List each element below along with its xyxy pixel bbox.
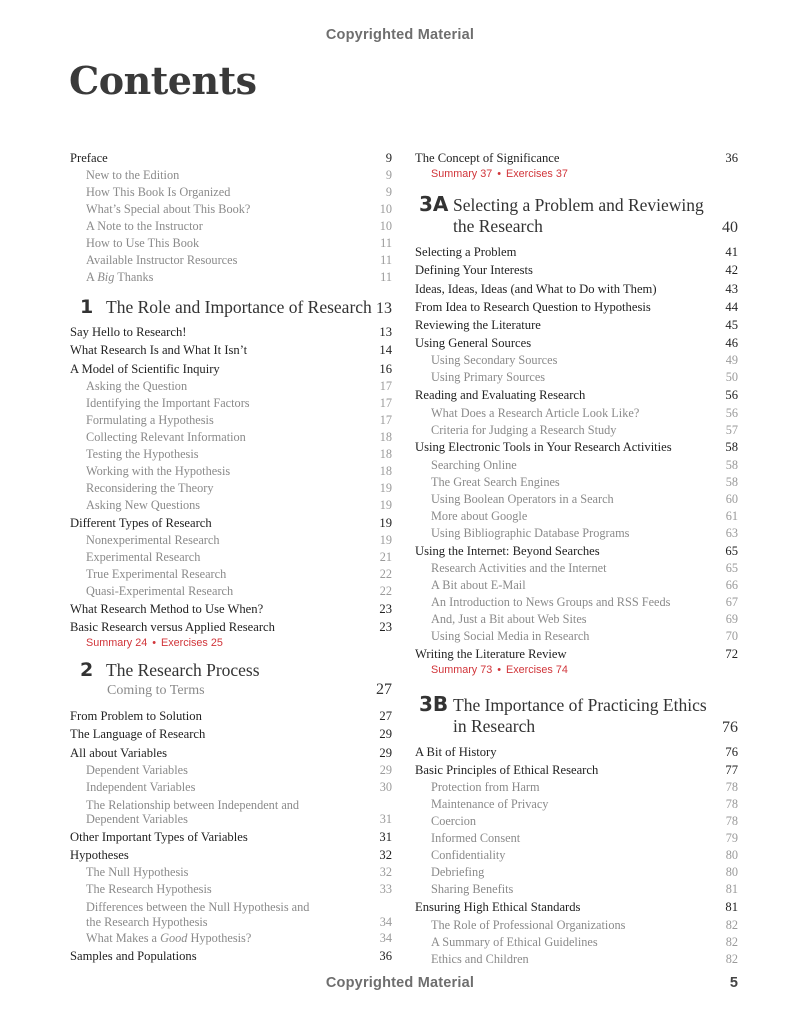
toc-subentry[interactable] — [70, 532, 392, 549]
entry-page: 29 — [379, 745, 392, 760]
toc-entry[interactable] — [415, 280, 738, 298]
toc-subentry[interactable] — [415, 917, 738, 934]
copyright-footer: Copyrighted Material — [325, 975, 475, 991]
toc-entry[interactable] — [415, 386, 738, 404]
entry-title: The Role of Professional Organizations — [431, 917, 626, 932]
entry-title: Sharing Benefits — [431, 882, 514, 897]
toc-entry[interactable] — [415, 439, 738, 457]
entry-title: Other Important Types of Variables — [70, 829, 248, 844]
entry-title: Using Secondary Sources — [431, 353, 558, 368]
entry-title: Dependent Variables — [86, 762, 188, 777]
toc-subentry[interactable] — [415, 525, 738, 542]
entry-page: 9 — [385, 168, 392, 183]
chapter-3a-entries — [415, 243, 738, 663]
entry-title: Differences between the Null Hypothesis and the Research Hypothesis — [86, 900, 310, 929]
toc-subentry[interactable] — [415, 594, 738, 611]
entry-title: From Problem to Solution — [70, 709, 202, 724]
toc-entry-preface[interactable] — [70, 149, 392, 167]
entry-title: Writing the Literature Review — [415, 646, 567, 661]
entry-page: 23 — [379, 601, 392, 616]
entry-page: 19 — [379, 497, 392, 512]
entry-page: 18 — [379, 429, 392, 444]
entry-page: 46 — [725, 336, 738, 351]
bullet-icon: • — [497, 664, 501, 677]
chapter-subtitle: Coming to Terms — [107, 683, 205, 699]
entry-title: Using the Internet: Beyond Searches — [415, 543, 600, 558]
toc-left-column — [70, 149, 392, 965]
page-number: 5 — [729, 975, 738, 991]
toc-subentry[interactable] — [415, 864, 738, 881]
chapter-1-summary[interactable] — [70, 636, 392, 651]
entry-page: 22 — [379, 566, 392, 581]
entry-page: 80 — [725, 848, 738, 863]
entry-title: Using General Sources — [415, 336, 532, 351]
toc-subentry[interactable] — [70, 549, 392, 566]
chapter-heading-3b[interactable] — [415, 692, 738, 737]
toc-subentry[interactable] — [70, 167, 392, 184]
entry-title: The Research Hypothesis — [86, 882, 212, 897]
toc-subentry[interactable] — [415, 508, 738, 525]
entry-page: 72 — [725, 646, 738, 661]
entry-title: Ideas, Ideas, Ideas (and What to Do with Them) — [415, 281, 657, 296]
entry-page: 16 — [379, 361, 392, 376]
exercises-page: 25 — [210, 637, 223, 650]
entry-page: 80 — [725, 865, 738, 880]
entry-title: Basic Research versus Applied Research — [70, 620, 275, 635]
toc-entry[interactable] — [70, 600, 392, 618]
toc-subentry[interactable] — [415, 779, 738, 796]
entry-title: Asking New Questions — [86, 497, 201, 512]
chapter-heading-3a[interactable] — [415, 192, 738, 237]
entry-page: 18 — [379, 446, 392, 461]
chapter-heading-1[interactable] — [70, 292, 392, 318]
chapter-number: 1 — [80, 296, 94, 319]
entry-title: Using Social Media in Research — [431, 628, 590, 643]
entry-title: More about Google — [431, 508, 528, 523]
entry-title: How This Book Is Organized — [86, 185, 231, 200]
entry-page: 56 — [725, 405, 738, 420]
entry-title: What’s Special about This Book? — [86, 202, 251, 217]
emphasis: Big — [97, 270, 115, 285]
entry-page: 57 — [725, 422, 738, 437]
entry-title: Protection from Harm — [431, 780, 540, 795]
entry-title: All about Variables — [70, 745, 167, 760]
entry-page: 11 — [380, 253, 392, 268]
entry-page: 9 — [385, 150, 392, 165]
toc-subentry[interactable] — [70, 583, 392, 600]
entry-page: 58 — [725, 440, 738, 455]
entry-page: 76 — [725, 745, 738, 760]
entry-title: Testing the Hypothesis — [86, 446, 199, 461]
entry-title: Research Activities and the Internet — [431, 560, 607, 575]
toc-subentry[interactable] — [70, 762, 392, 779]
entry-title: Using Electronic Tools in Your Research Activities — [415, 440, 672, 455]
toc-subentry[interactable] — [415, 560, 738, 577]
entry-title: The Language of Research — [70, 727, 206, 742]
entry-page: 32 — [379, 865, 392, 880]
toc-entry[interactable] — [415, 542, 738, 560]
toc-subentry[interactable] — [415, 830, 738, 847]
entry-page: 17 — [379, 412, 392, 427]
entry-title: A Bit of History — [415, 745, 497, 760]
entry-title: And, Just a Bit about Web Sites — [431, 611, 587, 626]
entry-title: An Introduction to News Groups and RSS Feeds — [431, 594, 671, 609]
copyright-header: Copyrighted Material — [325, 27, 475, 43]
entry-title: Defining Your Interests — [415, 263, 533, 278]
entry-title: Experimental Research — [86, 549, 201, 564]
toc-entry[interactable] — [70, 707, 392, 725]
toc-subentry[interactable] — [415, 628, 738, 645]
entry-page: 82 — [725, 934, 738, 949]
entry-title: A Note to the Instructor — [86, 219, 203, 234]
toc-entry[interactable] — [415, 743, 738, 761]
toc-subentry[interactable] — [70, 252, 392, 269]
entry-title: A Bit about E-Mail — [431, 577, 526, 592]
entry-page: 21 — [379, 549, 392, 564]
entry-page: 65 — [725, 543, 738, 558]
toc-entry[interactable] — [415, 149, 738, 167]
toc-subentry[interactable] — [415, 422, 738, 439]
entry-page: 60 — [725, 491, 738, 506]
toc-subentry[interactable] — [70, 184, 392, 201]
summary-page: 73 — [480, 664, 493, 677]
toc-subentry[interactable] — [415, 352, 738, 369]
entry-title: Reconsidering the Theory — [86, 480, 214, 495]
entry-page: 10 — [379, 219, 392, 234]
chapter-3a-summary[interactable] — [415, 663, 738, 678]
entry-title: A Big Thanks — [86, 270, 154, 285]
entry-title: Debriefing — [431, 865, 485, 880]
entry-title: Different Types of Research — [70, 515, 212, 530]
entry-page: 34 — [379, 931, 392, 946]
toc-subentry[interactable] — [70, 864, 392, 881]
entry-page: 19 — [379, 515, 392, 530]
toc-subentry[interactable] — [70, 898, 392, 930]
entry-page: 17 — [379, 395, 392, 410]
entry-page: 58 — [725, 457, 738, 472]
entry-page: 58 — [725, 474, 738, 489]
chapter-3b-entries — [415, 743, 738, 968]
toc-entry[interactable] — [70, 323, 392, 341]
entry-page: 32 — [379, 848, 392, 863]
entry-title: Preface — [70, 150, 108, 165]
entry-title: Criteria for Judging a Research Study — [431, 422, 617, 437]
entry-page: 44 — [725, 299, 738, 314]
entry-page: 78 — [725, 814, 738, 829]
entry-page: 45 — [725, 317, 738, 332]
summary-label: Summary — [431, 168, 478, 181]
entry-page: 78 — [725, 780, 738, 795]
toc-entry[interactable] — [70, 360, 392, 378]
toc-subentry[interactable] — [70, 566, 392, 583]
entry-page: 31 — [379, 812, 392, 827]
page-title: Contents — [69, 58, 257, 103]
entry-page: 29 — [379, 727, 392, 742]
entry-page: 13 — [379, 325, 392, 340]
entry-page: 14 — [379, 343, 392, 358]
chapter-page: 13 — [376, 300, 392, 318]
entry-page: 36 — [379, 949, 392, 964]
toc-subentry[interactable] — [70, 235, 392, 252]
summary-label: Summary — [431, 664, 478, 677]
bullet-icon: • — [497, 168, 501, 181]
entry-title: The Great Search Engines — [431, 474, 560, 489]
entry-title: Using Boolean Operators in a Search — [431, 491, 614, 506]
entry-title: What Makes a Good Hypothesis? — [86, 931, 252, 946]
chapter-2-continued-entries — [415, 149, 738, 167]
chapter-title: The Role and Importance of Research — [106, 297, 372, 318]
entry-title: Ensuring High Ethical Standards — [415, 900, 581, 915]
entry-title: Available Instructor Resources — [86, 253, 238, 268]
chapter-page: 40 — [722, 219, 738, 237]
chapter-title-line-1: The Importance of Practicing Ethics — [453, 695, 707, 716]
toc-entry[interactable] — [415, 898, 738, 916]
toc-entry[interactable] — [415, 316, 738, 334]
entry-page: 82 — [725, 951, 738, 966]
chapter-title-line-2: in Research — [453, 716, 536, 737]
exercises-label: Exercises — [506, 664, 553, 677]
toc-entry[interactable] — [70, 947, 392, 965]
entry-page: 22 — [379, 583, 392, 598]
toc-subentry[interactable] — [415, 611, 738, 628]
entry-title: The Relationship between Independent and Dependent Variables — [86, 797, 300, 827]
toc-subentry[interactable] — [70, 930, 392, 947]
summary-page: 24 — [135, 637, 148, 650]
toc-entry[interactable] — [70, 514, 392, 532]
chapter-heading-2[interactable] — [70, 659, 392, 699]
entry-title: Using Primary Sources — [431, 370, 546, 385]
preface-subentries — [70, 167, 392, 286]
entry-page: 29 — [379, 762, 392, 777]
chapter-number: 3B — [419, 692, 449, 717]
entry-page: 17 — [379, 378, 392, 393]
toc-subentry[interactable] — [70, 218, 392, 235]
entry-page: 49 — [725, 353, 738, 368]
toc-entry[interactable] — [415, 243, 738, 261]
chapter-page: 76 — [722, 719, 738, 737]
entry-page: 63 — [725, 525, 738, 540]
entry-page: 50 — [725, 370, 738, 385]
toc-entry[interactable] — [70, 618, 392, 636]
toc-subentry[interactable] — [415, 881, 738, 898]
bullet-icon: • — [152, 637, 156, 650]
toc-subentry[interactable] — [415, 847, 738, 864]
entry-page: 78 — [725, 797, 738, 812]
entry-page: 36 — [725, 150, 738, 165]
entry-title: What Research Method to Use When? — [70, 601, 264, 616]
toc-right-column — [415, 149, 738, 968]
entry-title: Selecting a Problem — [415, 245, 517, 260]
summary-label: Summary — [86, 637, 133, 650]
entry-title: What Research Is and What It Isn’t — [70, 343, 248, 358]
toc-entry[interactable] — [70, 341, 392, 359]
entry-page: 77 — [725, 763, 738, 778]
entry-title: The Concept of Significance — [415, 150, 560, 165]
entry-title: Reading and Evaluating Research — [415, 388, 586, 403]
entry-page: 11 — [380, 236, 392, 251]
entry-title: Nonexperimental Research — [86, 532, 220, 547]
entry-page: 23 — [379, 620, 392, 635]
toc-subentry[interactable] — [70, 201, 392, 218]
chapter-1-entries — [70, 323, 392, 636]
entry-title: Say Hello to Research! — [70, 325, 187, 340]
entry-page: 79 — [725, 831, 738, 846]
toc-entry[interactable] — [70, 726, 392, 744]
summary-page: 37 — [480, 168, 493, 181]
entry-title: Independent Variables — [86, 779, 196, 794]
entry-title: Working with the Hypothesis — [86, 463, 231, 478]
entry-page: 69 — [725, 611, 738, 626]
exercises-page: 37 — [555, 168, 568, 181]
entry-page: 67 — [725, 594, 738, 609]
toc-subentry[interactable] — [70, 412, 392, 429]
toc-subentry[interactable] — [415, 577, 738, 594]
entry-title: Searching Online — [431, 457, 517, 472]
entry-page: 81 — [725, 900, 738, 915]
entry-page: 43 — [725, 281, 738, 296]
exercises-page: 74 — [555, 664, 568, 677]
entry-page: 11 — [380, 270, 392, 285]
toc-subentry[interactable] — [415, 405, 738, 422]
toc-subentry[interactable] — [70, 395, 392, 412]
toc-entry[interactable] — [415, 645, 738, 663]
toc-subentry[interactable] — [70, 480, 392, 497]
entry-title: New to the Edition — [86, 168, 180, 183]
toc-subentry[interactable] — [70, 497, 392, 514]
toc-subentry[interactable] — [415, 951, 738, 968]
toc-subentry[interactable] — [415, 474, 738, 491]
toc-subentry[interactable] — [415, 457, 738, 474]
entry-page: 31 — [379, 829, 392, 844]
entry-title: How to Use This Book — [86, 236, 200, 251]
toc-entry[interactable] — [70, 744, 392, 762]
entry-title: Using Bibliographic Database Programs — [431, 525, 630, 540]
chapter-number: 3A — [419, 192, 449, 217]
chapter-title-line-1: Selecting a Problem and Reviewing — [453, 195, 704, 216]
toc-subentry[interactable] — [70, 881, 392, 898]
entry-page: 34 — [379, 914, 392, 929]
entry-page: 27 — [379, 709, 392, 724]
chapter-page: 27 — [376, 681, 392, 699]
toc-subentry[interactable] — [415, 934, 738, 951]
entry-page: 66 — [725, 577, 738, 592]
entry-page: 41 — [725, 245, 738, 260]
exercises-label: Exercises — [506, 168, 553, 181]
chapter-title: The Research Process — [106, 660, 260, 681]
entry-title: Samples and Populations — [70, 949, 197, 964]
entry-page: 65 — [725, 560, 738, 575]
entry-title: Informed Consent — [431, 831, 521, 846]
entry-page: 81 — [725, 882, 738, 897]
entry-page: 9 — [385, 185, 392, 200]
toc-entry[interactable] — [70, 828, 392, 846]
entry-page: 19 — [379, 532, 392, 547]
entry-title: Formulating a Hypothesis — [86, 412, 214, 427]
entry-title: A Summary of Ethical Guidelines — [431, 934, 598, 949]
entry-title: Collecting Relevant Information — [86, 429, 246, 444]
toc-subentry[interactable] — [70, 463, 392, 480]
exercises-label: Exercises — [161, 637, 208, 650]
chapter-2-summary[interactable] — [415, 167, 738, 182]
toc-subentry[interactable] — [415, 491, 738, 508]
entry-page: 33 — [379, 882, 392, 897]
entry-title: Reviewing the Literature — [415, 317, 541, 332]
entry-page: 42 — [725, 263, 738, 278]
toc-entry[interactable] — [415, 761, 738, 779]
entry-page: 30 — [379, 779, 392, 794]
emphasis: Good — [160, 931, 188, 946]
entry-title: Hypotheses — [70, 848, 129, 863]
entry-title: Ethics and Children — [431, 951, 529, 966]
entry-page: 19 — [379, 480, 392, 495]
toc-entry[interactable] — [70, 846, 392, 864]
entry-title: True Experimental Research — [86, 566, 227, 581]
entry-page: 18 — [379, 463, 392, 478]
toc-subentry[interactable] — [415, 369, 738, 386]
entry-page: 61 — [725, 508, 738, 523]
entry-title: Identifying the Important Factors — [86, 395, 250, 410]
entry-title: Asking the Question — [86, 378, 188, 393]
entry-title: A Model of Scientific Inquiry — [70, 361, 220, 376]
entry-title: The Null Hypothesis — [86, 865, 189, 880]
chapter-2-entries — [70, 707, 392, 965]
entry-title: Quasi-Experimental Research — [86, 583, 234, 598]
entry-title: What Does a Research Article Look Like? — [431, 405, 640, 420]
toc-subentry[interactable] — [70, 378, 392, 395]
entry-page: 10 — [379, 202, 392, 217]
entry-title: Basic Principles of Ethical Research — [415, 763, 599, 778]
chapter-number: 2 — [80, 659, 94, 682]
toc-subentry[interactable] — [70, 446, 392, 463]
entry-title: Confidentiality — [431, 848, 506, 863]
toc-subentry[interactable] — [70, 429, 392, 446]
entry-page: 56 — [725, 388, 738, 403]
toc-subentry[interactable] — [70, 269, 392, 286]
entry-title: Maintenance of Privacy — [431, 797, 549, 812]
entry-page: 82 — [725, 917, 738, 932]
toc-entry[interactable] — [415, 261, 738, 279]
toc-subentry[interactable] — [415, 813, 738, 830]
toc-entry[interactable] — [415, 334, 738, 352]
toc-subentry[interactable] — [70, 796, 392, 828]
toc-entry[interactable] — [415, 298, 738, 316]
toc-subentry[interactable] — [70, 779, 392, 796]
entry-page: 70 — [725, 628, 738, 643]
entry-title: Coercion — [431, 814, 477, 829]
toc-subentry[interactable] — [415, 796, 738, 813]
entry-title: From Idea to Research Question to Hypothesis — [415, 299, 651, 314]
chapter-title-line-2: the Research — [453, 216, 543, 237]
